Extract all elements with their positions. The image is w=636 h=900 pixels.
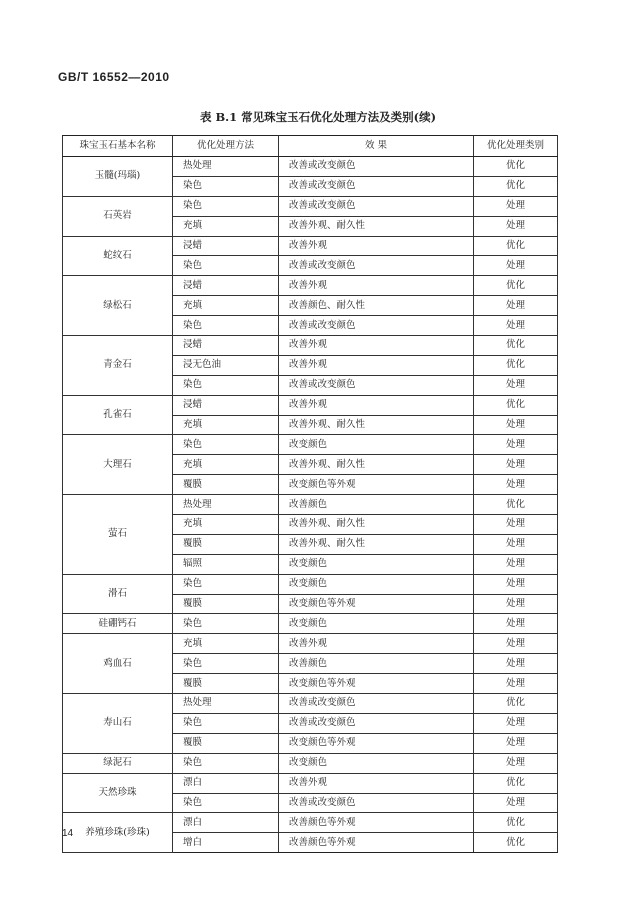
cell-category: 优化 (474, 813, 558, 833)
cell-gem-name: 天然珍珠 (63, 773, 173, 813)
table-row (63, 694, 558, 714)
cell-effect: 改善外观 (279, 773, 474, 793)
cell-method: 染色 (173, 713, 279, 733)
cell-method: 漂白 (173, 773, 279, 793)
table-row (63, 236, 558, 256)
cell-effect: 改善或改变颜色 (279, 713, 474, 733)
col-header-gem-name: 珠宝玉石基本名称 (63, 136, 173, 157)
cell-effect: 改善颜色 (279, 654, 474, 674)
table-header-row (63, 136, 558, 157)
table-row (63, 753, 558, 773)
cell-effect: 改善外观 (279, 276, 474, 296)
cell-category: 优化 (474, 236, 558, 256)
cell-effect: 改善颜色 (279, 495, 474, 515)
cell-effect: 改善或改变颜色 (279, 375, 474, 395)
cell-method: 浸蜡 (173, 276, 279, 296)
cell-effect: 改善外观 (279, 395, 474, 415)
cell-effect: 改善或改变颜色 (279, 196, 474, 216)
cell-category: 处理 (474, 713, 558, 733)
cell-category: 优化 (474, 495, 558, 515)
cell-gem-name: 石英岩 (63, 196, 173, 236)
cell-category: 处理 (474, 634, 558, 654)
cell-method: 充填 (173, 634, 279, 654)
cell-effect: 改善外观 (279, 336, 474, 356)
table-row (63, 196, 558, 216)
cell-effect: 改善或改变颜色 (279, 176, 474, 196)
cell-method: 染色 (173, 793, 279, 813)
cell-method: 浸蜡 (173, 336, 279, 356)
cell-gem-name: 硅硼钙石 (63, 614, 173, 634)
table-caption: 表 B.1 常见珠宝玉石优化处理方法及类别(续) (199, 110, 437, 124)
cell-effect: 改善或改变颜色 (279, 694, 474, 714)
cell-effect: 改变颜色等外观 (279, 674, 474, 694)
cell-effect: 改变颜色等外观 (279, 733, 474, 753)
cell-category: 处理 (474, 415, 558, 435)
table-row (63, 574, 558, 594)
cell-method: 染色 (173, 574, 279, 594)
cell-method: 浸蜡 (173, 236, 279, 256)
cell-category: 处理 (474, 674, 558, 694)
cell-method: 充填 (173, 216, 279, 236)
cell-effect: 改善或改变颜色 (279, 793, 474, 813)
cell-gem-name: 蛇纹石 (63, 236, 173, 276)
cell-effect: 改变颜色等外观 (279, 475, 474, 495)
cell-method: 热处理 (173, 157, 279, 177)
col-header-effect: 效 果 (279, 136, 474, 157)
cell-effect: 改变颜色等外观 (279, 594, 474, 614)
cell-category: 处理 (474, 216, 558, 236)
cell-gem-name: 养殖珍珠(珍珠) (63, 813, 173, 853)
cell-category: 优化 (474, 276, 558, 296)
cell-gem-name: 玉髓(玛瑙) (63, 157, 173, 197)
cell-gem-name: 绿松石 (63, 276, 173, 336)
table-row (63, 495, 558, 515)
cell-method: 辐照 (173, 554, 279, 574)
cell-category: 优化 (474, 833, 558, 853)
cell-category: 处理 (474, 455, 558, 475)
cell-category: 优化 (474, 395, 558, 415)
table-row (63, 614, 558, 634)
cell-category: 优化 (474, 355, 558, 375)
cell-method: 染色 (173, 753, 279, 773)
cell-effect: 改善或改变颜色 (279, 256, 474, 276)
cell-method: 覆膜 (173, 733, 279, 753)
cell-gem-name: 滑石 (63, 574, 173, 614)
cell-effect: 改善外观、耐久性 (279, 216, 474, 236)
cell-category: 处理 (474, 753, 558, 773)
cell-effect: 改善外观、耐久性 (279, 534, 474, 554)
table-row (63, 773, 558, 793)
cell-effect: 改善外观 (279, 355, 474, 375)
cell-method: 覆膜 (173, 594, 279, 614)
cell-category: 优化 (474, 176, 558, 196)
cell-effect: 改变颜色 (279, 614, 474, 634)
cell-gem-name: 大理石 (63, 435, 173, 495)
cell-category: 处理 (474, 196, 558, 216)
treatment-table (62, 135, 558, 853)
cell-effect: 改变颜色 (279, 435, 474, 455)
cell-method: 染色 (173, 176, 279, 196)
cell-category: 处理 (474, 614, 558, 634)
cell-method: 充填 (173, 515, 279, 535)
cell-category: 处理 (474, 475, 558, 495)
cell-method: 染色 (173, 614, 279, 634)
cell-method: 热处理 (173, 694, 279, 714)
cell-gem-name: 孔雀石 (63, 395, 173, 435)
cell-method: 增白 (173, 833, 279, 853)
cell-method: 覆膜 (173, 534, 279, 554)
col-header-method: 优化处理方法 (173, 136, 279, 157)
col-header-category: 优化处理类别 (474, 136, 558, 157)
cell-gem-name: 青金石 (63, 336, 173, 396)
cell-category: 优化 (474, 157, 558, 177)
cell-method: 染色 (173, 256, 279, 276)
cell-effect: 改善外观、耐久性 (279, 515, 474, 535)
cell-method: 浸无色油 (173, 355, 279, 375)
cell-effect: 改变颜色 (279, 554, 474, 574)
cell-effect: 改善颜色等外观 (279, 813, 474, 833)
cell-method: 染色 (173, 375, 279, 395)
cell-category: 处理 (474, 316, 558, 336)
cell-category: 处理 (474, 435, 558, 455)
cell-method: 覆膜 (173, 475, 279, 495)
cell-method: 覆膜 (173, 674, 279, 694)
cell-effect: 改善外观、耐久性 (279, 415, 474, 435)
table-row (63, 336, 558, 356)
cell-effect: 改善颜色等外观 (279, 833, 474, 853)
page-number: 14 (62, 828, 74, 839)
cell-gem-name: 鸡血石 (63, 634, 173, 694)
table-row (63, 813, 558, 833)
cell-method: 热处理 (173, 495, 279, 515)
cell-category: 处理 (474, 515, 558, 535)
cell-category: 处理 (474, 554, 558, 574)
cell-method: 染色 (173, 654, 279, 674)
table-row (63, 276, 558, 296)
cell-method: 染色 (173, 196, 279, 216)
cell-method: 充填 (173, 296, 279, 316)
cell-category: 优化 (474, 773, 558, 793)
table-row (63, 634, 558, 654)
cell-category: 处理 (474, 375, 558, 395)
cell-category: 处理 (474, 296, 558, 316)
cell-method: 浸蜡 (173, 395, 279, 415)
cell-category: 优化 (474, 336, 558, 356)
cell-effect: 改变颜色 (279, 574, 474, 594)
table-row (63, 435, 558, 455)
cell-effect: 改善或改变颜色 (279, 157, 474, 177)
cell-method: 充填 (173, 415, 279, 435)
cell-effect: 改善外观、耐久性 (279, 455, 474, 475)
cell-effect: 改变颜色 (279, 753, 474, 773)
cell-method: 漂白 (173, 813, 279, 833)
cell-gem-name: 寿山石 (63, 694, 173, 754)
cell-effect: 改善或改变颜色 (279, 316, 474, 336)
table-body (63, 157, 558, 853)
cell-category: 处理 (474, 733, 558, 753)
cell-effect: 改善外观 (279, 634, 474, 654)
cell-gem-name: 萤石 (63, 495, 173, 575)
cell-category: 处理 (474, 256, 558, 276)
table-row (63, 157, 558, 177)
cell-gem-name: 绿泥石 (63, 753, 173, 773)
cell-category: 处理 (474, 654, 558, 674)
cell-effect: 改善外观 (279, 236, 474, 256)
cell-method: 染色 (173, 316, 279, 336)
cell-category: 处理 (474, 793, 558, 813)
cell-category: 优化 (474, 694, 558, 714)
table-row (63, 395, 558, 415)
cell-category: 处理 (474, 534, 558, 554)
cell-method: 充填 (173, 455, 279, 475)
cell-method: 染色 (173, 435, 279, 455)
cell-category: 处理 (474, 574, 558, 594)
standard-code: GB/T 16552—2010 (58, 70, 170, 84)
cell-effect: 改善颜色、耐久性 (279, 296, 474, 316)
cell-category: 处理 (474, 594, 558, 614)
